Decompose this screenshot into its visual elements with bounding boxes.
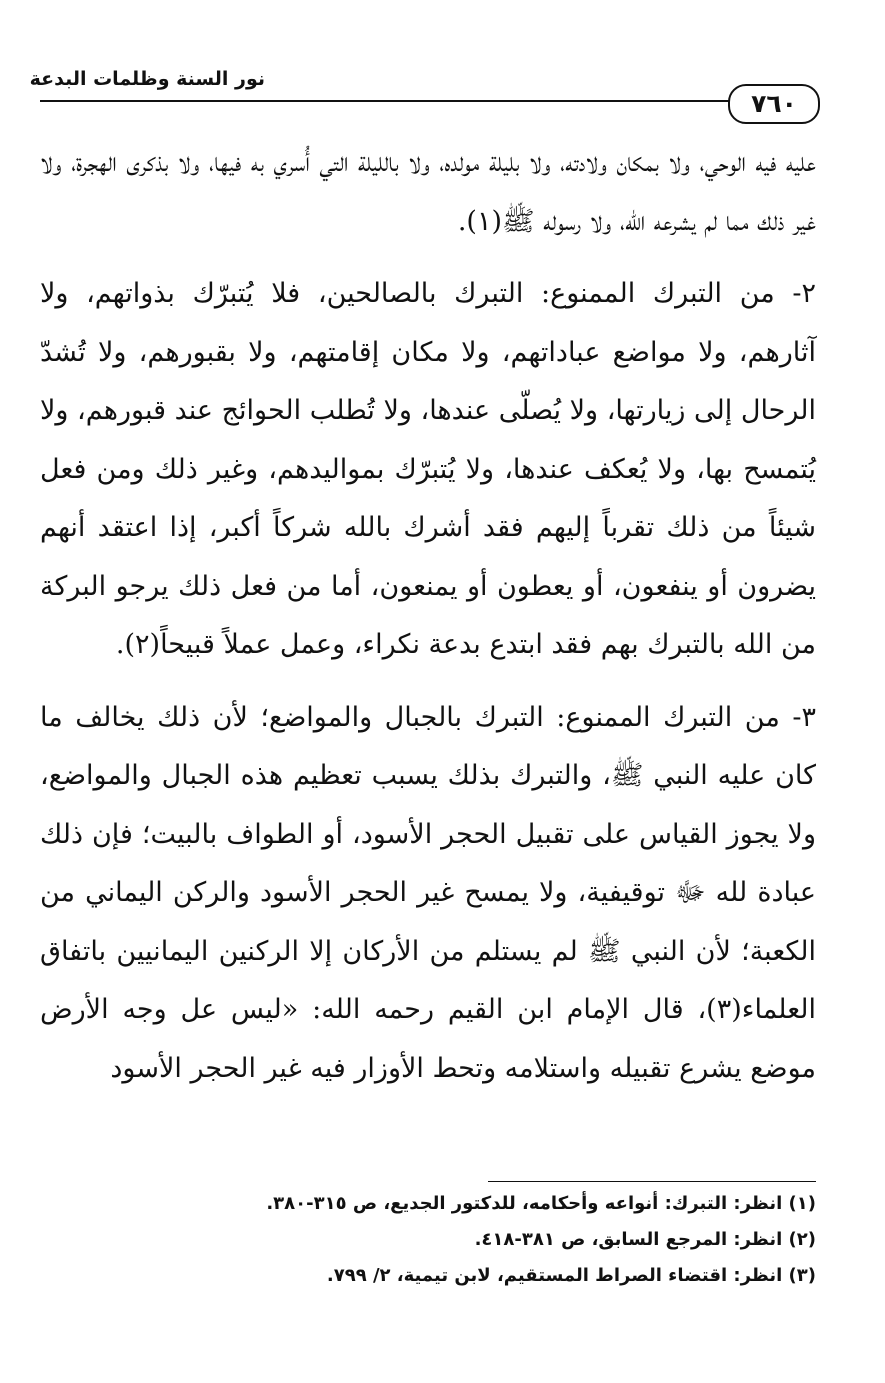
footnote-2: (٢) انظر: المرجع السابق، ص ٣٨١-٤١٨. <box>474 1229 816 1250</box>
body-text <box>40 134 816 1098</box>
header-divider <box>40 100 730 102</box>
footnotes <box>40 1186 816 1294</box>
page-number: ٧٦٠ <box>728 84 820 124</box>
paragraph-item-3: ٣- من التبرك الممنوع: التبرك بالجبال والمواضع؛ لأن ذلك يخالف ما كان عليه النبي ﷺ، والتبرك بذلك يسبب تعظيم هذه الجبال والمواضع، ولا يجوز القياس على تقبيل الحجر الأسود، أو الطواف بالبيت؛ فإن ذلك عبادة لله ﷻ توقيفية، ولا يمسح غير الحجر الأسود والركن اليماني من الكعبة؛ لأن النبي ﷺ لم يستلم من الأركان إلا الركنين اليمانيين باتفاق العلماء(٣)، قال الإمام ابن القيم رحمه الله: «ليس عل وجه الأرض موضع يشرع تقبيله واستلامه وتحط الأوزار فيه غير الحجر الأسود <box>40 701 816 1084</box>
running-title: نور السنة وظلمات البدعة <box>29 68 265 90</box>
paragraph-continuation: عليه فيه الوحي، ولا بمكان ولادته، ولا بليلة مولده، ولا بالليلة التي أُسري به فيها، ولا بذكرى الهجرة، ولا غير ذلك مما لم يشرعه الله، ولا رسوله ﷺ(١). <box>40 147 816 237</box>
paragraph-item-2: ٢- من التبرك الممنوع: التبرك بالصالحين، فلا يُتبرّك بذواتهم، ولا آثارهم، ولا مواضع عباداتهم، ولا مكان إقامتهم، ولا بقبورهم، ولا تُشدّ الرحال إلى زيارتها، ولا يُصلّى عندها، ولا تُطلب الحوائج عند قبورهم، ولا يُتمسح بها، ولا يُعكف عندها، ولا يُتبرّك بمواليدهم، وغير ذلك ومن فعل شيئاً من ذلك تقرباً إليهم فقد أشرك بالله شركاً أكبر، إذا اعتقد أنهم يضرون أو ينفعون، أو يعطون أو يمنعون، أما من فعل ذلك يرجو البركة من الله بالتبرك بهم فقد ابتدع بدعة نكراء، وعمل عملاً قبيحاً(٢). <box>40 278 816 660</box>
footnote-1: (١) انظر: التبرك: أنواعه وأحكامه، للدكتور الجديع، ص ٣١٥-٣٨٠. <box>266 1193 816 1214</box>
footnote-divider <box>488 1181 816 1182</box>
footnote-3: (٣) انظر: اقتضاء الصراط المستقيم، لابن تيمية، ٢/ ٧٩٩. <box>326 1265 816 1286</box>
